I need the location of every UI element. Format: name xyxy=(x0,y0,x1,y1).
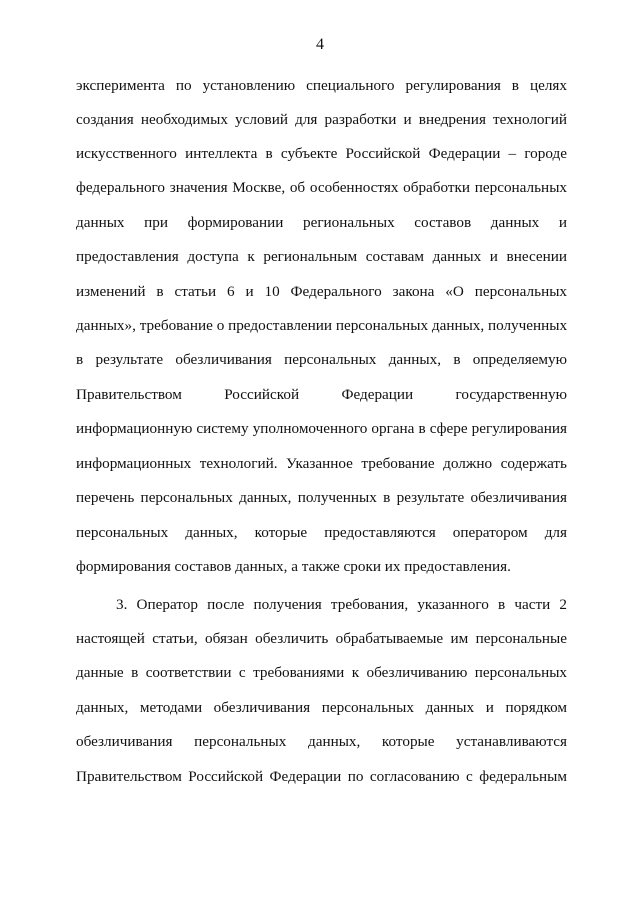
paragraph-line: изменений в статьи 6 и 10 Федерального закона «О персональных xyxy=(76,283,567,300)
paragraph-line: в результате обезличивания персональных данных, в определяемую xyxy=(76,351,567,368)
paragraph-line: обезличивания персональных данных, которые устанавливаются xyxy=(76,733,567,750)
paragraph-line: создания необходимых условий для разработки и внедрения технологий xyxy=(76,111,567,128)
paragraph-line: персональных данных, которые предоставляются оператором для xyxy=(76,524,567,541)
paragraph-line: эксперимента по установлению специального регулирования в целях xyxy=(76,77,567,94)
paragraph-line: данных, методами обезличивания персональных данных и порядком xyxy=(76,699,567,716)
paragraph-line: искусственного интеллекта в субъекте Российской Федерации – городе xyxy=(76,145,567,162)
paragraph-line: федерального значения Москве, об особенностях обработки персональных xyxy=(76,179,567,196)
page-number: 4 xyxy=(316,36,324,53)
paragraph-line: данных», требование о предоставлении персональных данных, полученных xyxy=(76,317,568,334)
paragraph-line: предоставления доступа к региональным составам данных и внесении xyxy=(76,248,567,265)
paragraph-line: перечень персональных данных, полученных в результате обезличивания xyxy=(76,489,567,506)
paragraph-line: 3. Оператор после получения требования, указанного в части 2 xyxy=(116,596,567,613)
paragraph-line: формирования составов данных, а также сроки их предоставления. xyxy=(76,558,511,575)
paragraph-line: информационных технологий. Указанное требование должно содержать xyxy=(76,455,567,472)
paragraph-line: Правительством Российской Федерации государственную xyxy=(76,386,567,403)
paragraph-line: настоящей статьи, обязан обезличить обрабатываемые им персональные xyxy=(76,630,567,647)
paragraph-line: данных при формировании региональных составов данных и xyxy=(76,214,567,231)
paragraph-line: данные в соответствии с требованиями к обезличиванию персональных xyxy=(76,664,567,681)
paragraph-line: Правительством Российской Федерации по согласованию с федеральным xyxy=(76,768,567,785)
paragraph-line: информационную систему уполномоченного органа в сфере регулирования xyxy=(76,420,567,437)
